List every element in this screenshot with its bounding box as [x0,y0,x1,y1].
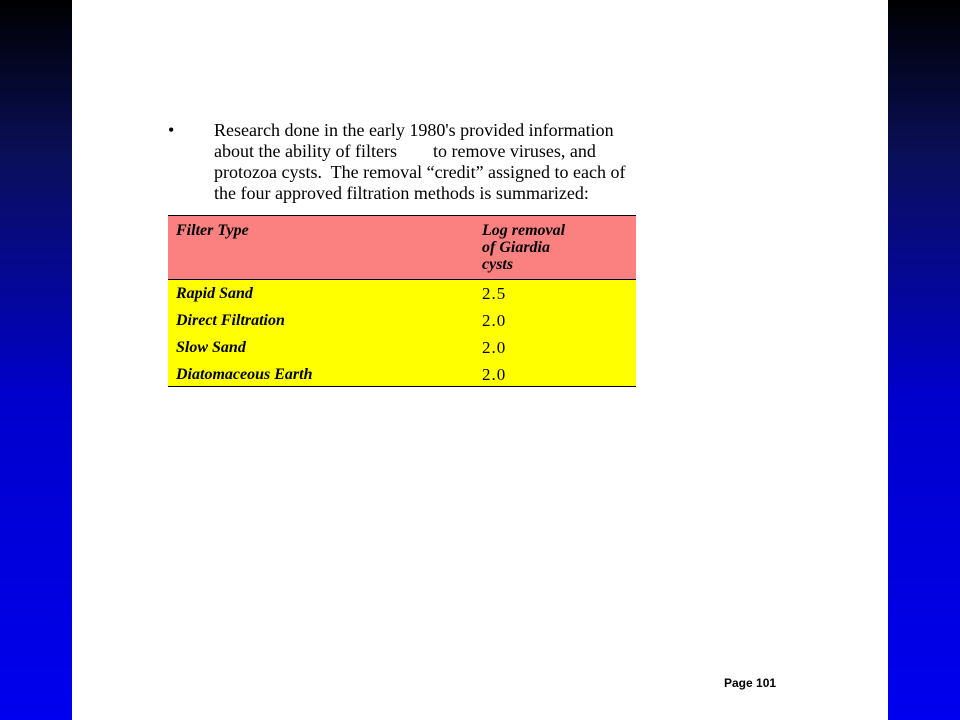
filter-type-cell: Rapid Sand [168,280,474,309]
bullet-line: protozoa cysts. The removal “credit” assigned to each of [214,162,626,182]
bullet-text [214,120,774,204]
table-header-row [168,216,636,280]
bullet-line: Research done in the early 1980's provided information [214,120,614,140]
log-removal-cell: 2.5 [474,280,636,309]
filter-type-cell: Diatomaceous Earth [168,362,474,387]
log-removal-cell: 2.0 [474,362,636,387]
bullet-line: the four approved filtration methods is summarized: [214,183,589,203]
log-removal-cell: 2.0 [474,335,636,362]
header-line: of Giardia [482,239,550,256]
header-filter-type: Filter Type [168,216,474,280]
bullet-line: about the ability of filters to remove viruses, and [214,141,596,161]
table-row [168,280,636,309]
filter-type-cell: Slow Sand [168,335,474,362]
filter-removal-table [168,215,636,387]
log-removal-cell: 2.0 [474,308,636,335]
header-log-removal [474,216,636,280]
bullet-marker: • [168,120,175,140]
page-number: Page 101 [724,676,777,690]
table-row [168,308,636,335]
table-row [168,362,636,387]
filter-type-cell: Direct Filtration [168,308,474,335]
header-line: cysts [482,256,514,273]
table-row [168,335,636,362]
document-page [72,0,888,720]
header-line: Log removal [482,222,566,239]
